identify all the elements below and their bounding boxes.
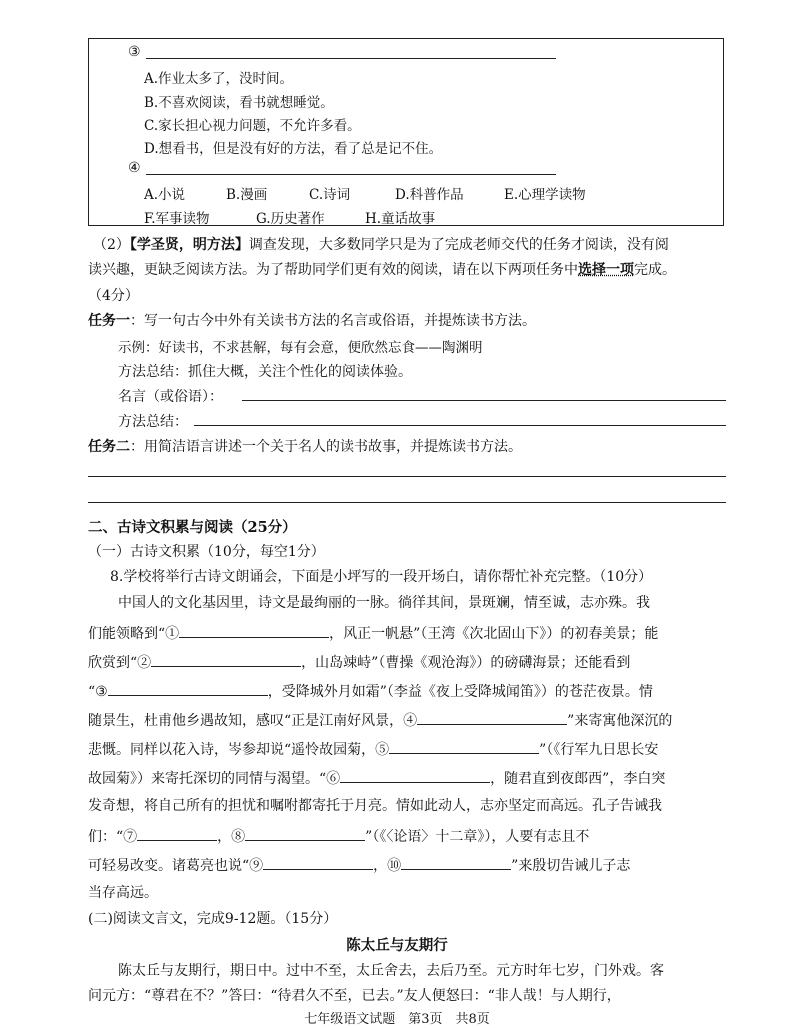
passage-line-9 (88, 824, 589, 846)
blank-4[interactable] (417, 708, 567, 725)
q3-option-b: B.不喜欢阅读，看书就想睡觉。 (144, 95, 334, 111)
part2-text2a: 读兴趣，更缺乏阅读方法。为了帮助同学们更有效的阅读，请在以下两项任务中 (88, 262, 578, 278)
passage-line-4 (88, 679, 653, 701)
task2-answer-line-1[interactable] (88, 476, 726, 477)
part2-score: （4分） (88, 288, 139, 304)
part2-line2 (88, 259, 676, 279)
passage-text: 欣赏到“② (88, 655, 152, 671)
passage-text: ”来殷切告诫儿子志 (511, 858, 631, 874)
q3-option-d: D.想看书，但是没有好的方法，看了总是记不住。 (144, 141, 443, 157)
method-label: 方法总结： (118, 414, 188, 430)
passage-text: ，随君直到夜郎西”，李白突 (490, 771, 666, 787)
classical-title: 陈太丘与友期行 (346, 938, 448, 954)
task1-header (88, 310, 536, 330)
q4-option-a: A.小说 (144, 187, 186, 203)
blank-5[interactable] (389, 737, 539, 754)
task2-answer-line-2[interactable] (88, 502, 726, 503)
blank-7[interactable] (137, 824, 217, 841)
task1-label: 任务一 (88, 313, 130, 329)
part2-emphasis: 选择一项 (578, 262, 634, 278)
blank-2[interactable] (151, 650, 301, 667)
passage-text: ，⑩ (373, 858, 402, 874)
part2-text2c: 完成。 (634, 262, 676, 278)
passage-text: 们能领略到“① (88, 626, 180, 642)
section2-title: 二、古诗文积累与阅读（25分） (88, 519, 297, 536)
q3-option-c: C.家长担心视力问题，不允许多看。 (144, 118, 361, 134)
page-footer: 七年级语文试题 第3页 共8页 (304, 1012, 490, 1027)
passage-line-11: 当存高远。 (88, 885, 158, 901)
q4-option-c: C.诗词 (309, 187, 351, 203)
passage-line-2 (88, 621, 658, 643)
q4-option-g: G.历史著作 (256, 211, 325, 227)
part2-line1 (93, 234, 669, 254)
blank-1[interactable] (179, 621, 329, 638)
task2-header (88, 436, 522, 456)
q4-marker: ④ (128, 160, 141, 176)
passage-text: ，受降城外月如霜”（李益《夜上受降城闻笛》）的苍茫夜景。情 (267, 684, 653, 700)
passage-line-1: 中国人的文化基因里，诗文是最绚丽的一脉。徜徉其间，景斑斓，情至诚，志亦殊。我 (118, 595, 650, 611)
passage-text: 可轻易改变。诸葛亮也说“⑨ (88, 858, 264, 874)
passage-line-10 (88, 853, 630, 875)
passage-text: ”来寄寓他深沉的 (567, 713, 673, 729)
question-8: 8.学校将举行古诗文朗诵会，下面是小坪写的一段开场白，请你帮忙补充完整。（10分） (110, 569, 653, 585)
passage-text: 悲慨。同样以花入诗，岑参却说“遥怜故园菊，⑤ (88, 742, 390, 758)
passage-line-7 (88, 766, 665, 788)
task1-text: ：写一句古今中外有关读书方法的名言或俗语，并提炼读书方法。 (130, 313, 536, 329)
section2-sub1: （一）古诗文积累（10分，每空1分） (88, 544, 325, 560)
q4-option-f: F.军事读物 (144, 211, 210, 227)
part2-text1: 调查发现，大多数同学只是为了完成老师交代的任务才阅读，没有阅 (248, 237, 669, 253)
blank-10[interactable] (401, 853, 511, 870)
passage-line-6 (88, 737, 658, 759)
passage-text: ，风正一帆悬”（王湾《次北固山下》）的初春美景；能 (329, 626, 659, 642)
classical-line-2: 问元方：“尊君在不？”答曰：“待君久不至，已去。”友人便怒曰：“非人哉！与人期行， (88, 988, 621, 1004)
task1-example: 示例：好读书，不求甚解，每有会意，便欣然忘食——陶渊明 (118, 340, 483, 356)
method-answer-line[interactable] (194, 425, 726, 426)
q4-option-d: D.科普作品 (395, 187, 464, 203)
part2-number: （2） (93, 237, 130, 253)
q4-option-b: B.漫画 (226, 187, 268, 203)
q3-marker: ③ (128, 44, 141, 60)
blank-8[interactable] (245, 824, 365, 841)
q4-option-h: H.童话故事 (365, 211, 436, 227)
passage-text: ，山岛竦峙”（曹操《观沧海》）的磅礴海景；还能看到 (301, 655, 631, 671)
passage-text: 随景生，杜甫他乡遇故知，感叹“正是江南好风景，④ (88, 713, 418, 729)
q4-answer-line (146, 174, 556, 175)
passage-text: ”（《〈论语〉十二章》），人要有志且不 (365, 829, 590, 845)
task1-summary: 方法总结：抓住大概，关注个性化的阅读体验。 (118, 364, 412, 380)
passage-line-3 (88, 650, 630, 672)
part2-title: 【学圣贤，明方法】 (129, 237, 249, 253)
blank-9[interactable] (263, 853, 373, 870)
passage-text: 故园菊》）来寄托深切的同情与渴望。“⑥ (88, 771, 341, 787)
passage-line-8: 发奇想，将自己所有的担忧和嘱咐都寄托于月亮。情如此动人，志亦坚定而高远。孔子告诫我 (88, 798, 662, 814)
task2-label: 任务二 (88, 439, 130, 455)
passage-text: 们：“⑦ (88, 829, 138, 845)
section2-sub2: (二)阅读文言文，完成9-12题。（15分） (88, 911, 338, 927)
passage-line-5 (88, 708, 672, 730)
q3-option-a: A.作业太多了，没时间。 (144, 71, 294, 87)
q3-answer-line (146, 58, 556, 59)
passage-text: ，⑧ (217, 829, 246, 845)
passage-text: ”（《行军九日思长安 (539, 742, 659, 758)
blank-6[interactable] (340, 766, 490, 783)
q4-option-e: E.心理学读物 (504, 187, 586, 203)
blank-3[interactable] (108, 679, 268, 696)
quote-answer-line[interactable] (242, 400, 726, 401)
passage-text: “③ (88, 684, 108, 700)
quote-label: 名言（或俗语）： (118, 389, 223, 405)
classical-line-1: 陈太丘与友期行，期日中。过中不至，太丘舍去，去后乃至。元方时年七岁，门外戏。客 (118, 963, 664, 979)
task2-text: ：用简洁语言讲述一个关于名人的读书故事，并提炼读书方法。 (130, 439, 522, 455)
